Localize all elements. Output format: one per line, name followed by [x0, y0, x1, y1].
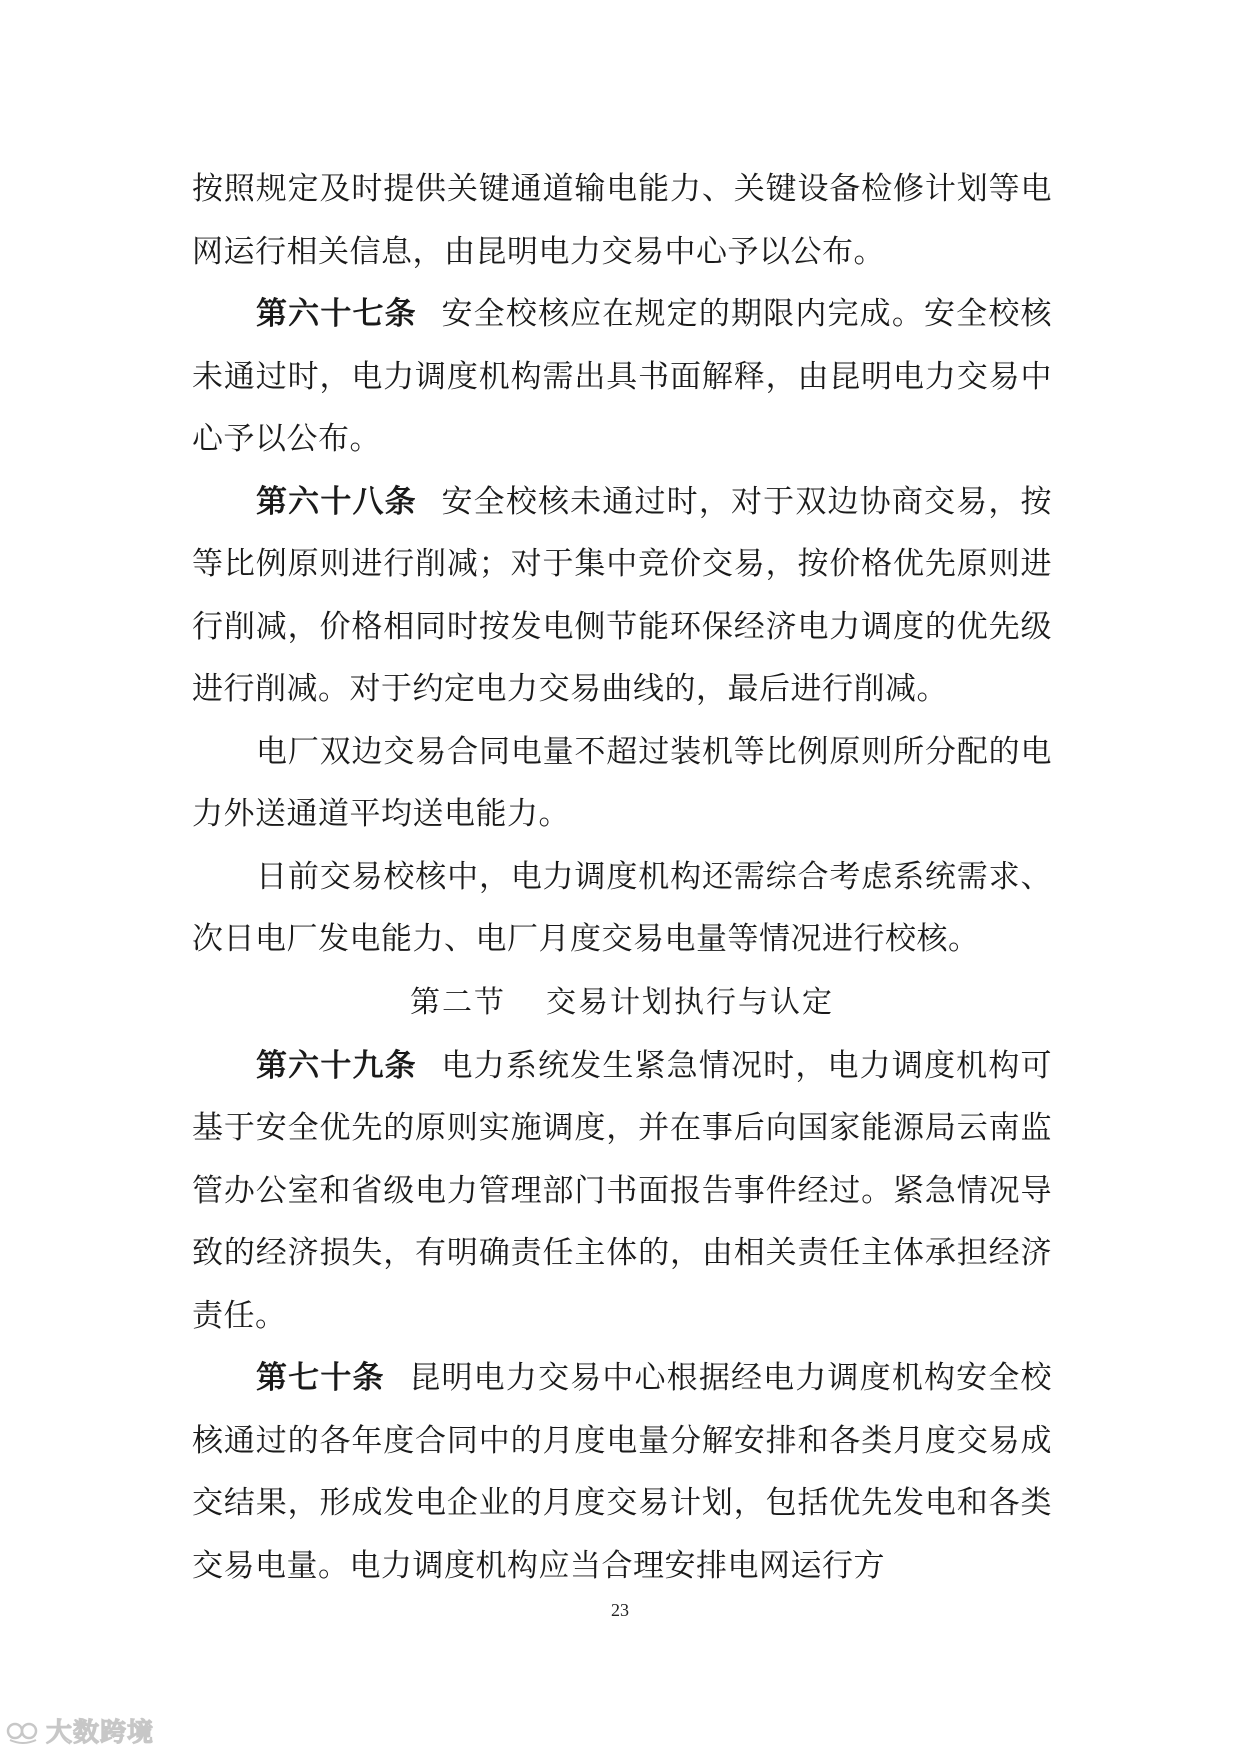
- paragraph: [192, 721, 1052, 846]
- watermark-text: 大数跨境: [46, 1718, 155, 1748]
- logo-icon: [6, 1718, 40, 1744]
- article-number: 第六十九条: [256, 1047, 417, 1084]
- article-number: 第六十七条: [256, 296, 417, 332]
- paragraph-text: 安全校核应在规定的期限内完成。安全校核未通过时，电力调度机构需出具书面解释，由昆明电力交易中心予以公布。: [192, 296, 1053, 457]
- paragraph-text: 电厂双边交易合同电量不超过装机等比例原则所分配的电力外送通道平均送电能力。: [192, 733, 1052, 832]
- paragraph-text: 电力系统发生紧急情况时，电力调度机构可基于安全优先的原则实施调度，并在事后向国家能源局云南监管办公室和省级电力管理部门书面报告事件经过。紧急情况导致的经济损失，有明确责任主体的，由相关责任主体承担经济责任。: [192, 1047, 1053, 1334]
- paragraph-text: 日前交易校核中，电力调度机构还需综合考虑系统需求、次日电厂发电能力、电厂月度交易电量等情况进行校核。: [192, 858, 1052, 957]
- section-heading: [192, 971, 1052, 1035]
- article-67: [192, 283, 1052, 471]
- page-number: 23: [611, 1600, 629, 1620]
- article-number: 第六十八条: [256, 483, 417, 520]
- article-68: [192, 471, 1052, 721]
- article-69: [192, 1035, 1052, 1348]
- document-page: [192, 158, 1052, 1597]
- section-title: 交易计划执行与认定: [546, 984, 834, 1020]
- article-70: [192, 1347, 1052, 1597]
- paragraph: [192, 846, 1052, 971]
- paragraph-continuation: [192, 158, 1052, 283]
- paragraph-text: 按照规定及时提供关键通道输电能力、关键设备检修计划等电网运行相关信息，由昆明电力交易中心予以公布。: [192, 171, 1052, 270]
- watermark: [6, 1712, 154, 1749]
- paragraph-text: 安全校核未通过时，对于双边协商交易，按等比例原则进行削减；对于集中竞价交易，按价格优先原则进行削减，价格相同时按发电侧节能环保经济电力调度的优先级进行削减。对于约定电力交易曲线的，最后进行削减。: [192, 483, 1053, 707]
- article-number: 第七十条: [256, 1360, 385, 1396]
- section-number: 第二节: [410, 984, 506, 1020]
- paragraph-text: 昆明电力交易中心根据经电力调度机构安全校核通过的各年度合同中的月度电量分解安排和各类月度交易成交结果，形成发电企业的月度交易计划，包括优先发电和各类交易电量。电力调度机构应当合理安排电网运行方: [192, 1360, 1053, 1584]
